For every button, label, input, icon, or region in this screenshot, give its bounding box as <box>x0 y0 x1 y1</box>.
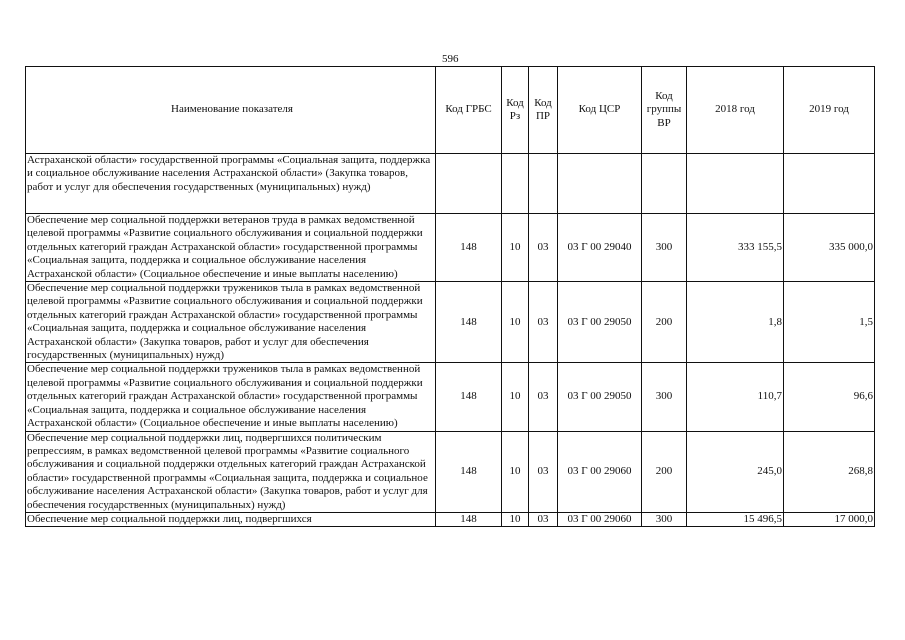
cell-grbs: 148 <box>436 214 502 282</box>
cell-vr: 300 <box>642 363 687 431</box>
cell-csr: 03 Г 00 29060 <box>558 431 642 512</box>
cell-name: Обеспечение мер социальной поддержки лиц, подвергшихся <box>26 512 436 526</box>
cell-2019: 1,5 <box>784 282 875 363</box>
cell-grbs <box>436 154 502 214</box>
table-row <box>26 363 875 431</box>
cell-2018: 110,7 <box>687 363 784 431</box>
cell-pr: 03 <box>529 431 558 512</box>
header-csr: Код ЦСР <box>558 67 642 154</box>
cell-2018: 333 155,5 <box>687 214 784 282</box>
header-grbs: Код ГРБС <box>436 67 502 154</box>
cell-vr <box>642 154 687 214</box>
cell-grbs: 148 <box>436 431 502 512</box>
cell-csr <box>558 154 642 214</box>
cell-2019: 268,8 <box>784 431 875 512</box>
cell-rz: 10 <box>502 363 529 431</box>
table-row <box>26 512 875 526</box>
cell-2018: 15 496,5 <box>687 512 784 526</box>
cell-rz: 10 <box>502 431 529 512</box>
table-row-continuation <box>26 154 875 214</box>
cell-2018: 245,0 <box>687 431 784 512</box>
budget-table <box>25 66 875 527</box>
cell-grbs: 148 <box>436 282 502 363</box>
cell-grbs: 148 <box>436 512 502 526</box>
table-row <box>26 214 875 282</box>
cell-vr: 200 <box>642 282 687 363</box>
cell-pr: 03 <box>529 512 558 526</box>
cell-name: Обеспечение мер социальной поддержки тружеников тыла в рамках ведомственной целевой программы «Развитие социального обслуживания и социальной поддержки отдельных категорий граждан Астраханской области» государственной программы «Социальная защита, поддержка и социальное обслуживание населения Астраханской области» (Социальное обеспечение и иные выплаты населению) <box>26 363 436 431</box>
header-vr: Код группы ВР <box>642 67 687 154</box>
cell-rz: 10 <box>502 282 529 363</box>
header-rz: Код Рз <box>502 67 529 154</box>
page-number: 596 <box>442 53 459 65</box>
cell-name: Обеспечение мер социальной поддержки лиц, подвергшихся политическим репрессиям, в рамках ведомственной целевой программы «Развитие социального обслуживания и социальной поддержки отдельных категорий граждан Астраханской области» государственной программы «Социальная защита, поддержка и социальное обслуживание населения Астраханской области» (Закупка товаров, работ и услуг для обеспечения государственных (муниципальных) нужд) <box>26 431 436 512</box>
cell-vr: 200 <box>642 431 687 512</box>
header-pr: Код ПР <box>529 67 558 154</box>
cell-csr: 03 Г 00 29050 <box>558 363 642 431</box>
cell-vr: 300 <box>642 214 687 282</box>
cell-2019 <box>784 154 875 214</box>
cell-rz <box>502 154 529 214</box>
cell-pr: 03 <box>529 363 558 431</box>
cell-pr: 03 <box>529 282 558 363</box>
header-2018: 2018 год <box>687 67 784 154</box>
table-row <box>26 431 875 512</box>
cell-rz: 10 <box>502 214 529 282</box>
cell-pr <box>529 154 558 214</box>
cell-csr: 03 Г 00 29050 <box>558 282 642 363</box>
cell-rz: 10 <box>502 512 529 526</box>
header-2019: 2019 год <box>784 67 875 154</box>
cell-2019: 335 000,0 <box>784 214 875 282</box>
cell-2019: 96,6 <box>784 363 875 431</box>
header-name: Наименование показателя <box>26 67 436 154</box>
cell-grbs: 148 <box>436 363 502 431</box>
table-header-row <box>26 67 875 154</box>
cell-pr: 03 <box>529 214 558 282</box>
cell-2018 <box>687 154 784 214</box>
cell-name: Обеспечение мер социальной поддержки ветеранов труда в рамках ведомственной целевой программы «Развитие социального обслуживания и социальной поддержки отдельных категорий граждан Астраханской области» государственной программы «Социальная защита, поддержка и социальное обслуживание населения Астраханской области» (Социальное обеспечение и иные выплаты населению) <box>26 214 436 282</box>
cell-vr: 300 <box>642 512 687 526</box>
cell-2018: 1,8 <box>687 282 784 363</box>
cell-name: Обеспечение мер социальной поддержки тружеников тыла в рамках ведомственной целевой программы «Развитие социального обслуживания и социальной поддержки отдельных категорий граждан Астраханской области» государственной программы «Социальная защита, поддержка и социальное обслуживание населения Астраханской области» (Закупка товаров, работ и услуг для обеспечения государственных (муниципальных) нужд) <box>26 282 436 363</box>
cell-name: Астраханской области» государственной программы «Социальная защита, поддержка и социальное обслуживание населения Астраханской области» (Закупка товаров, работ и услуг для обеспечения государственных (муниципальных) нужд) <box>26 154 436 214</box>
cell-2019: 17 000,0 <box>784 512 875 526</box>
cell-csr: 03 Г 00 29040 <box>558 214 642 282</box>
table-row <box>26 282 875 363</box>
cell-csr: 03 Г 00 29060 <box>558 512 642 526</box>
